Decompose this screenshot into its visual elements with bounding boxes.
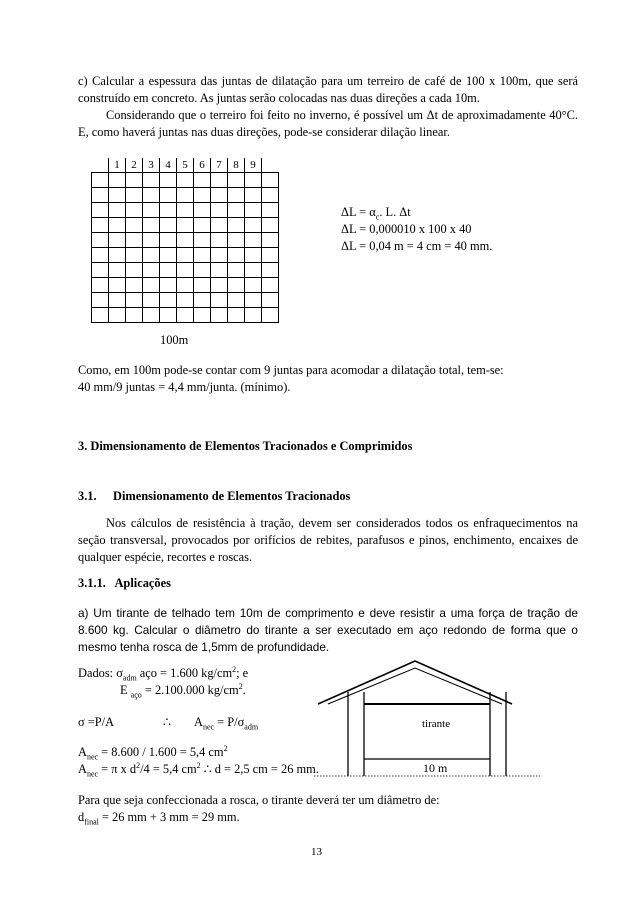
grid-cell bbox=[194, 278, 211, 293]
grid-cell bbox=[160, 293, 177, 308]
grid-cell bbox=[211, 278, 228, 293]
grid-cell bbox=[160, 233, 177, 248]
tie-label: tirante bbox=[422, 718, 451, 730]
formula-1c-b: = P/σ bbox=[214, 715, 245, 729]
grid-cell bbox=[126, 203, 143, 218]
grid-cell bbox=[160, 203, 177, 218]
formula-1c-a: A bbox=[194, 715, 203, 729]
dados-e-rest: = 2.100.000 kg/cm bbox=[141, 683, 239, 697]
grid-cell bbox=[177, 263, 194, 278]
grid-cell bbox=[92, 203, 109, 218]
grid-cell bbox=[211, 173, 228, 188]
equation-3: ΔL = 0,04 m = 4 cm = 40 mm. bbox=[341, 239, 493, 253]
dados-e-end: . bbox=[242, 683, 246, 697]
grid-cell bbox=[109, 233, 126, 248]
grid-cell bbox=[143, 173, 160, 188]
grid-cell bbox=[143, 203, 160, 218]
heading-3: 3. Dimensionamento de Elementos Tracionados e Comprimidos bbox=[78, 439, 413, 453]
grid-header-cell: 3 bbox=[143, 158, 160, 173]
grid-row bbox=[92, 218, 279, 233]
formula-1a: σ =P/A bbox=[78, 715, 115, 729]
formula-2-b: = 8.600 / 1.600 = 5,4 cm bbox=[98, 745, 224, 759]
formula-2-sub: nec bbox=[86, 752, 99, 762]
grid-cell bbox=[177, 188, 194, 203]
grid-cell bbox=[211, 188, 228, 203]
grid-row bbox=[92, 263, 279, 278]
grid-header-cell: 6 bbox=[194, 158, 211, 173]
dados-sub: adm bbox=[122, 673, 137, 683]
grid-cell bbox=[262, 188, 279, 203]
grid-cell bbox=[245, 263, 262, 278]
grid-cell bbox=[126, 173, 143, 188]
grid-cell bbox=[143, 293, 160, 308]
equation-2: ΔL = 0,000010 x 100 x 40 bbox=[341, 222, 472, 236]
grid-cell bbox=[194, 293, 211, 308]
grid-cell bbox=[160, 278, 177, 293]
grid-row bbox=[92, 203, 279, 218]
grid-cell bbox=[211, 218, 228, 233]
grid-cell bbox=[211, 293, 228, 308]
grid-cell bbox=[228, 248, 245, 263]
grid-cell bbox=[245, 293, 262, 308]
formula-3-sub: nec bbox=[86, 769, 99, 779]
grid-row bbox=[92, 188, 279, 203]
grid-cell bbox=[126, 263, 143, 278]
formula-3 bbox=[78, 761, 319, 778]
grid-cell bbox=[228, 233, 245, 248]
roof-truss-figure bbox=[310, 658, 550, 788]
grid-cell bbox=[228, 263, 245, 278]
grid-cell bbox=[143, 233, 160, 248]
conclusion-line-1: Como, em 100m pode-se contar com 9 juntas para acomodar a dilatação total, tem-se: bbox=[78, 363, 504, 377]
dados-b: aço = 1.600 kg/cm bbox=[136, 666, 233, 680]
formula-3-d: ∴ d = 2,5 cm = 26 mm. bbox=[200, 762, 319, 776]
grid-cell bbox=[126, 293, 143, 308]
grid-cell bbox=[262, 293, 279, 308]
final-rest: = 26 mm + 3 mm = 29 mm. bbox=[98, 810, 240, 824]
heading-3-1-1: 3.1.1. Aplicações bbox=[78, 576, 171, 590]
grid-cell bbox=[109, 203, 126, 218]
grid-cell bbox=[126, 233, 143, 248]
heading-3-1-number: 3.1. bbox=[78, 489, 97, 503]
grid-cell bbox=[143, 248, 160, 263]
grid-cell bbox=[194, 218, 211, 233]
formula-1c-sub: nec bbox=[202, 722, 215, 732]
grid-cell bbox=[177, 308, 194, 323]
grid-cell bbox=[109, 308, 126, 323]
grid-cell bbox=[109, 248, 126, 263]
grid-header-row bbox=[92, 158, 279, 173]
grid-cell bbox=[245, 278, 262, 293]
formula-3-c: /4 = 5,4 cm bbox=[140, 762, 197, 776]
grid-cell bbox=[109, 293, 126, 308]
grid-cell bbox=[211, 233, 228, 248]
length-label: 10 m bbox=[423, 761, 448, 775]
equation-1 bbox=[341, 204, 411, 221]
grid-cell bbox=[143, 263, 160, 278]
grid-cell bbox=[194, 188, 211, 203]
section-c-text-1: c) Calcular a espessura das juntas de dilatação para um terreiro de café de 100 x 100m, que será construído em concreto. As juntas serão colocadas nas duas direções a cada 10m. bbox=[78, 74, 578, 105]
grid-header-cell: 9 bbox=[245, 158, 262, 173]
conclusion-line-2: 40 mm/9 juntas = 4,4 mm/junta. (mínimo). bbox=[78, 380, 291, 394]
equation-1-sub: c bbox=[375, 212, 380, 222]
grid-cell bbox=[194, 173, 211, 188]
grid-cell bbox=[92, 173, 109, 188]
final-line-1: Para que seja confeccionada a rosca, o tirante deverá ter um diâmetro de: bbox=[78, 793, 440, 807]
grid-dimension-label: 100m bbox=[160, 333, 189, 347]
grid-cell bbox=[160, 308, 177, 323]
grid-cell bbox=[245, 248, 262, 263]
formula-2-sup: 2 bbox=[223, 743, 228, 753]
grid-cell bbox=[194, 308, 211, 323]
dados-a: Dados: σ bbox=[78, 666, 123, 680]
grid-cell bbox=[177, 293, 194, 308]
formula-3-a: A bbox=[78, 762, 87, 776]
grid-cell bbox=[228, 218, 245, 233]
formula-1b: ∴ bbox=[163, 715, 171, 729]
grid-cell bbox=[177, 278, 194, 293]
grid-cell bbox=[194, 263, 211, 278]
grid-cell bbox=[245, 188, 262, 203]
grid-cell bbox=[194, 248, 211, 263]
grid-cell bbox=[160, 188, 177, 203]
grid-row bbox=[92, 233, 279, 248]
dados-e: E bbox=[120, 683, 131, 697]
grid-cell bbox=[126, 188, 143, 203]
grid-cell bbox=[262, 218, 279, 233]
final-d: d bbox=[78, 810, 85, 824]
grid-cell bbox=[194, 203, 211, 218]
dados-e-sub: aço bbox=[130, 690, 142, 700]
grid-cell bbox=[245, 203, 262, 218]
formula-3-sup1: 2 bbox=[136, 760, 141, 770]
roof-outline bbox=[318, 661, 512, 704]
dados-e-sup: 2 bbox=[238, 681, 243, 691]
grid-cell bbox=[245, 233, 262, 248]
grid-cell bbox=[143, 308, 160, 323]
grid-header-cell: 2 bbox=[126, 158, 143, 173]
grid-cell bbox=[160, 218, 177, 233]
grid-cell bbox=[262, 263, 279, 278]
dados-line-2 bbox=[120, 682, 246, 699]
grid-cell bbox=[228, 203, 245, 218]
grid-cell bbox=[262, 173, 279, 188]
grid-cell bbox=[211, 308, 228, 323]
grid-cell bbox=[262, 158, 279, 173]
joint-grid bbox=[91, 158, 279, 323]
grid-cell bbox=[109, 218, 126, 233]
section-c-text-2: Considerando que o terreiro foi feito no inverno, é possível um Δt de aproximadamente 40°C. E, como haverá juntas nas duas direções, pode-se considerar dilação linear. bbox=[78, 108, 578, 139]
formula-2-a: A bbox=[78, 745, 87, 759]
grid-row bbox=[92, 278, 279, 293]
grid-row bbox=[92, 173, 279, 188]
final-line-2 bbox=[78, 809, 240, 826]
grid-cell bbox=[194, 233, 211, 248]
grid-cell bbox=[228, 278, 245, 293]
heading-3-1: Dimensionamento de Elementos Tracionados bbox=[113, 489, 351, 503]
grid-cell bbox=[109, 188, 126, 203]
grid-cell bbox=[245, 218, 262, 233]
grid-header-cell: 7 bbox=[211, 158, 228, 173]
grid-cell bbox=[228, 188, 245, 203]
grid-cell bbox=[92, 248, 109, 263]
grid-row bbox=[92, 248, 279, 263]
formula-3-sup2: 2 bbox=[196, 760, 201, 770]
equation-1-a: ΔL = α bbox=[341, 205, 376, 219]
grid-cell bbox=[177, 248, 194, 263]
grid-cell bbox=[109, 173, 126, 188]
grid-cell bbox=[92, 308, 109, 323]
grid-cell bbox=[143, 278, 160, 293]
grid-cell bbox=[92, 218, 109, 233]
grid-cell bbox=[109, 263, 126, 278]
grid-cell bbox=[245, 308, 262, 323]
grid-cell bbox=[262, 248, 279, 263]
grid-header-cell: 4 bbox=[160, 158, 177, 173]
grid-cell bbox=[245, 173, 262, 188]
grid-cell bbox=[228, 173, 245, 188]
grid-cell bbox=[177, 173, 194, 188]
grid-cell bbox=[211, 263, 228, 278]
grid-cell bbox=[211, 248, 228, 263]
equation-1-b: . L. Δt bbox=[379, 205, 411, 219]
grid-cell bbox=[228, 308, 245, 323]
grid-cell bbox=[92, 293, 109, 308]
grid-cell bbox=[143, 218, 160, 233]
grid-cell bbox=[126, 248, 143, 263]
grid-cell bbox=[262, 203, 279, 218]
grid-cell bbox=[92, 188, 109, 203]
grid-header-cell: 8 bbox=[228, 158, 245, 173]
grid-cell bbox=[262, 308, 279, 323]
page-number: 13 bbox=[311, 846, 322, 858]
problem-a: a) Um tirante de telhado tem 10m de comprimento e deve resistir a uma força de tração de 8.600 kg. Calcular o diâmetro do tirante a ser executado em aço redondo de forma que o mesmo tenha rosca de 1,5mm de profundidade. bbox=[78, 606, 578, 654]
grid-cell bbox=[177, 233, 194, 248]
section-c-paragraph-2 bbox=[78, 107, 578, 141]
formula-3-b: = π x d bbox=[98, 762, 137, 776]
grid-row bbox=[92, 293, 279, 308]
grid-cell bbox=[228, 293, 245, 308]
formula-2 bbox=[78, 744, 228, 761]
final-d-sub: final bbox=[84, 817, 99, 827]
section-c-paragraph bbox=[78, 73, 578, 107]
roof-inner bbox=[328, 668, 502, 704]
grid-cell bbox=[177, 218, 194, 233]
grid-cell bbox=[92, 263, 109, 278]
dados-sup: 2 bbox=[232, 664, 237, 674]
grid-cell bbox=[126, 278, 143, 293]
grid-cell bbox=[126, 218, 143, 233]
grid-cell bbox=[109, 278, 126, 293]
grid-cell bbox=[126, 308, 143, 323]
grid-cell bbox=[262, 278, 279, 293]
grid-cell bbox=[92, 278, 109, 293]
grid-cell bbox=[160, 173, 177, 188]
formula-1c bbox=[194, 714, 258, 731]
grid-cell bbox=[143, 188, 160, 203]
grid-cell bbox=[160, 248, 177, 263]
grid-header-cell: 5 bbox=[177, 158, 194, 173]
grid-cell bbox=[262, 233, 279, 248]
paragraph-3-1: Nos cálculos de resistência à tração, devem ser considerados todos os enfraquecimentos na seção transversal, provocados por orifícios de rebites, parafusos e pinos, enchimento, encaixes de qualquer espécie, recortes e roscas. bbox=[78, 516, 578, 564]
grid-cell bbox=[92, 233, 109, 248]
dados-c: ; e bbox=[236, 666, 249, 680]
grid-cell bbox=[211, 203, 228, 218]
grid-cell bbox=[177, 203, 194, 218]
grid-cell bbox=[92, 158, 109, 173]
formula-1c-sub2: adm bbox=[244, 722, 259, 732]
grid-header-cell: 1 bbox=[109, 158, 126, 173]
grid-row bbox=[92, 308, 279, 323]
grid-cell bbox=[160, 263, 177, 278]
dados-line-1 bbox=[78, 665, 248, 682]
